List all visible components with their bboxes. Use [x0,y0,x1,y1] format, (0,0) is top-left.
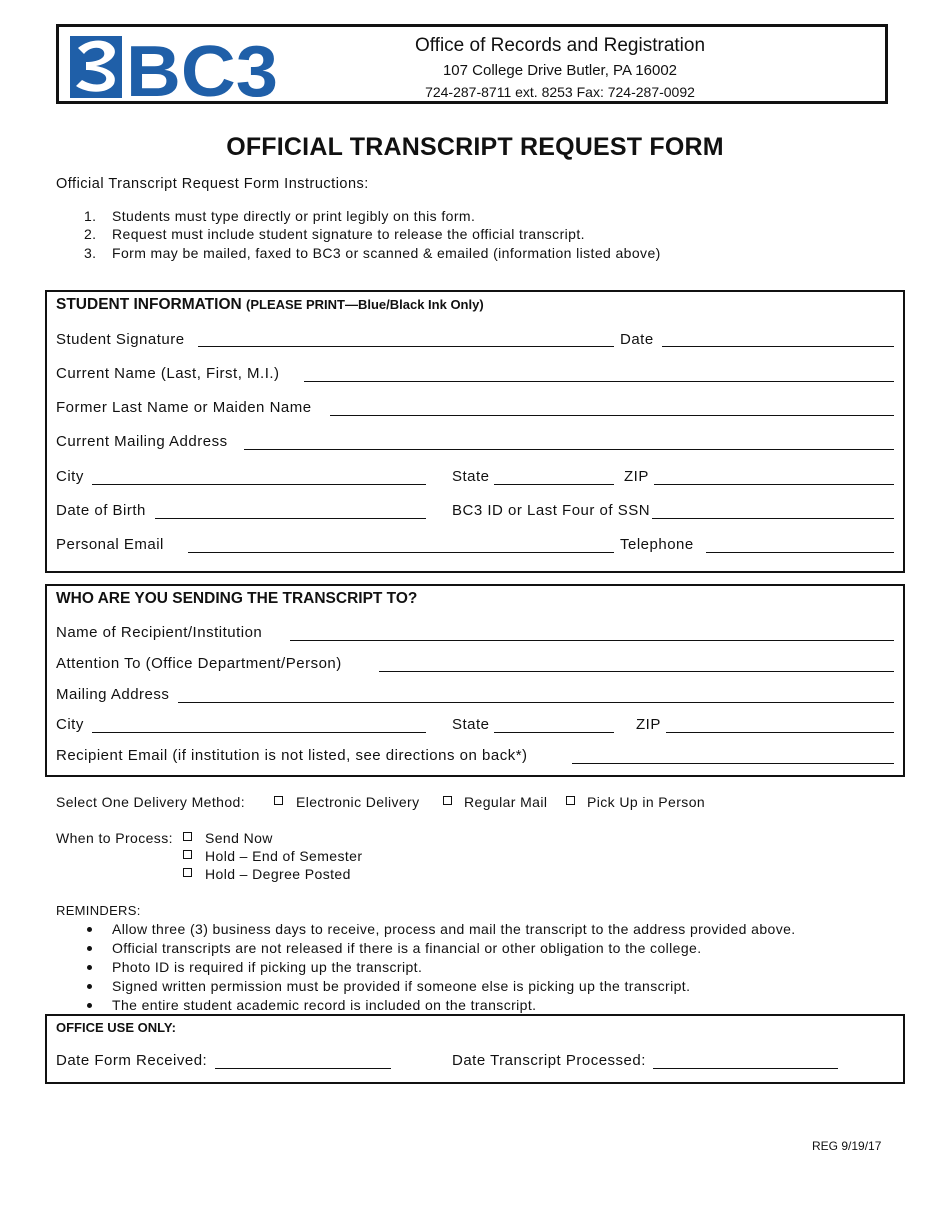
telephone-field[interactable] [706,552,894,553]
date-processed-label: Date Transcript Processed: [452,1052,646,1069]
zip-field[interactable] [654,484,894,485]
hold-degree-posted-label: Hold – Degree Posted [205,866,351,882]
former-name-label: Former Last Name or Maiden Name [56,399,312,416]
regular-mail-label: Regular Mail [464,794,548,810]
recipient-name-field[interactable] [290,640,894,641]
bc3-id-field[interactable] [652,518,894,519]
state-field[interactable] [494,484,614,485]
date-processed-field[interactable] [653,1068,838,1069]
reminder-item: The entire student academic record is included on the transcript. [112,997,537,1013]
current-name-label: Current Name (Last, First, M.I.) [56,365,280,382]
regular-mail-checkbox[interactable] [443,796,452,805]
personal-email-label: Personal Email [56,536,164,553]
recipient-title: WHO ARE YOU SENDING THE TRANSCRIPT TO? [56,590,418,607]
hold-end-semester-checkbox[interactable] [183,850,192,859]
bc3-id-label: BC3 ID or Last Four of SSN [452,502,651,519]
recipient-state-field[interactable] [494,732,614,733]
reminder-item: Official transcripts are not released if there is a financial or other obligation to the college. [112,940,702,956]
city-label: City [56,468,84,485]
recipient-state-label: State [452,716,490,733]
zip-label: ZIP [624,468,649,485]
pick-up-label: Pick Up in Person [587,794,706,810]
electronic-delivery-label: Electronic Delivery [296,794,420,810]
reminder-item: Allow three (3) business days to receive, process and mail the transcript to the address provided above. [112,921,796,937]
recipient-zip-field[interactable] [666,732,894,733]
bullet-icon [87,984,92,989]
page-title: OFFICIAL TRANSCRIPT REQUEST FORM [226,133,724,161]
state-label: State [452,468,490,485]
logo-text: BC3 [126,34,278,98]
delivery-label: Select One Delivery Method: [56,794,245,810]
student-info-subtitle: (PLEASE PRINT—Blue/Black Ink Only) [246,297,484,312]
instruction-item: Form may be mailed, faxed to BC3 or scanned & emailed (information listed above) [112,245,661,261]
pick-up-checkbox[interactable] [566,796,575,805]
bullet-icon [87,946,92,951]
student-info-title-text: STUDENT INFORMATION [56,296,242,313]
recipient-address-label: Mailing Address [56,686,170,703]
instruction-number: 2. [84,226,97,242]
date-label: Date [620,331,654,348]
bc3-logo [68,34,284,98]
date-received-field[interactable] [215,1068,391,1069]
reminders-heading: REMINDERS: [56,903,141,918]
instruction-number: 3. [84,245,97,261]
office-name: Office of Records and Registration [414,35,706,56]
form-code: REG 9/19/17 [812,1139,882,1153]
date-received-label: Date Form Received: [56,1052,208,1069]
recipient-address-field[interactable] [178,702,894,703]
hold-degree-posted-checkbox[interactable] [183,868,192,877]
recipient-zip-label: ZIP [636,716,661,733]
recipient-email-field[interactable] [572,763,894,764]
date-field[interactable] [662,346,894,347]
bullet-icon [87,965,92,970]
recipient-email-label: Recipient Email (if institution is not listed, see directions on back*) [56,747,528,764]
instruction-item: Students must type directly or print legibly on this form. [112,208,476,224]
bullet-icon [87,927,92,932]
dob-label: Date of Birth [56,502,146,519]
mailing-address-field[interactable] [244,449,894,450]
electronic-delivery-checkbox[interactable] [274,796,283,805]
attention-label: Attention To (Office Department/Person) [56,655,342,672]
personal-email-field[interactable] [188,552,614,553]
send-now-checkbox[interactable] [183,832,192,841]
instructions-heading: Official Transcript Request Form Instructions: [56,176,369,192]
reminder-item: Photo ID is required if picking up the transcript. [112,959,423,975]
office-use-title: OFFICE USE ONLY: [56,1020,176,1035]
recipient-city-field[interactable] [92,732,426,733]
hold-end-semester-label: Hold – End of Semester [205,848,363,864]
signature-field[interactable] [198,346,614,347]
recipient-city-label: City [56,716,84,733]
current-name-field[interactable] [304,381,894,382]
office-address: 107 College Drive Butler, PA 16002 [442,62,678,79]
recipient-name-label: Name of Recipient/Institution [56,624,263,641]
instruction-item: Request must include student signature to release the official transcript. [112,226,585,242]
signature-label: Student Signature [56,331,185,348]
dob-field[interactable] [155,518,426,519]
send-now-label: Send Now [205,830,273,846]
former-name-field[interactable] [330,415,894,416]
attention-field[interactable] [379,671,894,672]
mailing-address-label: Current Mailing Address [56,433,228,450]
reminder-item: Signed written permission must be provided if someone else is picking up the transcript. [112,978,691,994]
telephone-label: Telephone [620,536,694,553]
office-phone: 724-287-8711 ext. 8253 Fax: 724-287-0092 [425,84,695,100]
student-info-title [56,296,484,314]
city-field[interactable] [92,484,426,485]
bullet-icon [87,1003,92,1008]
process-label: When to Process: [56,830,173,846]
instruction-number: 1. [84,208,97,224]
